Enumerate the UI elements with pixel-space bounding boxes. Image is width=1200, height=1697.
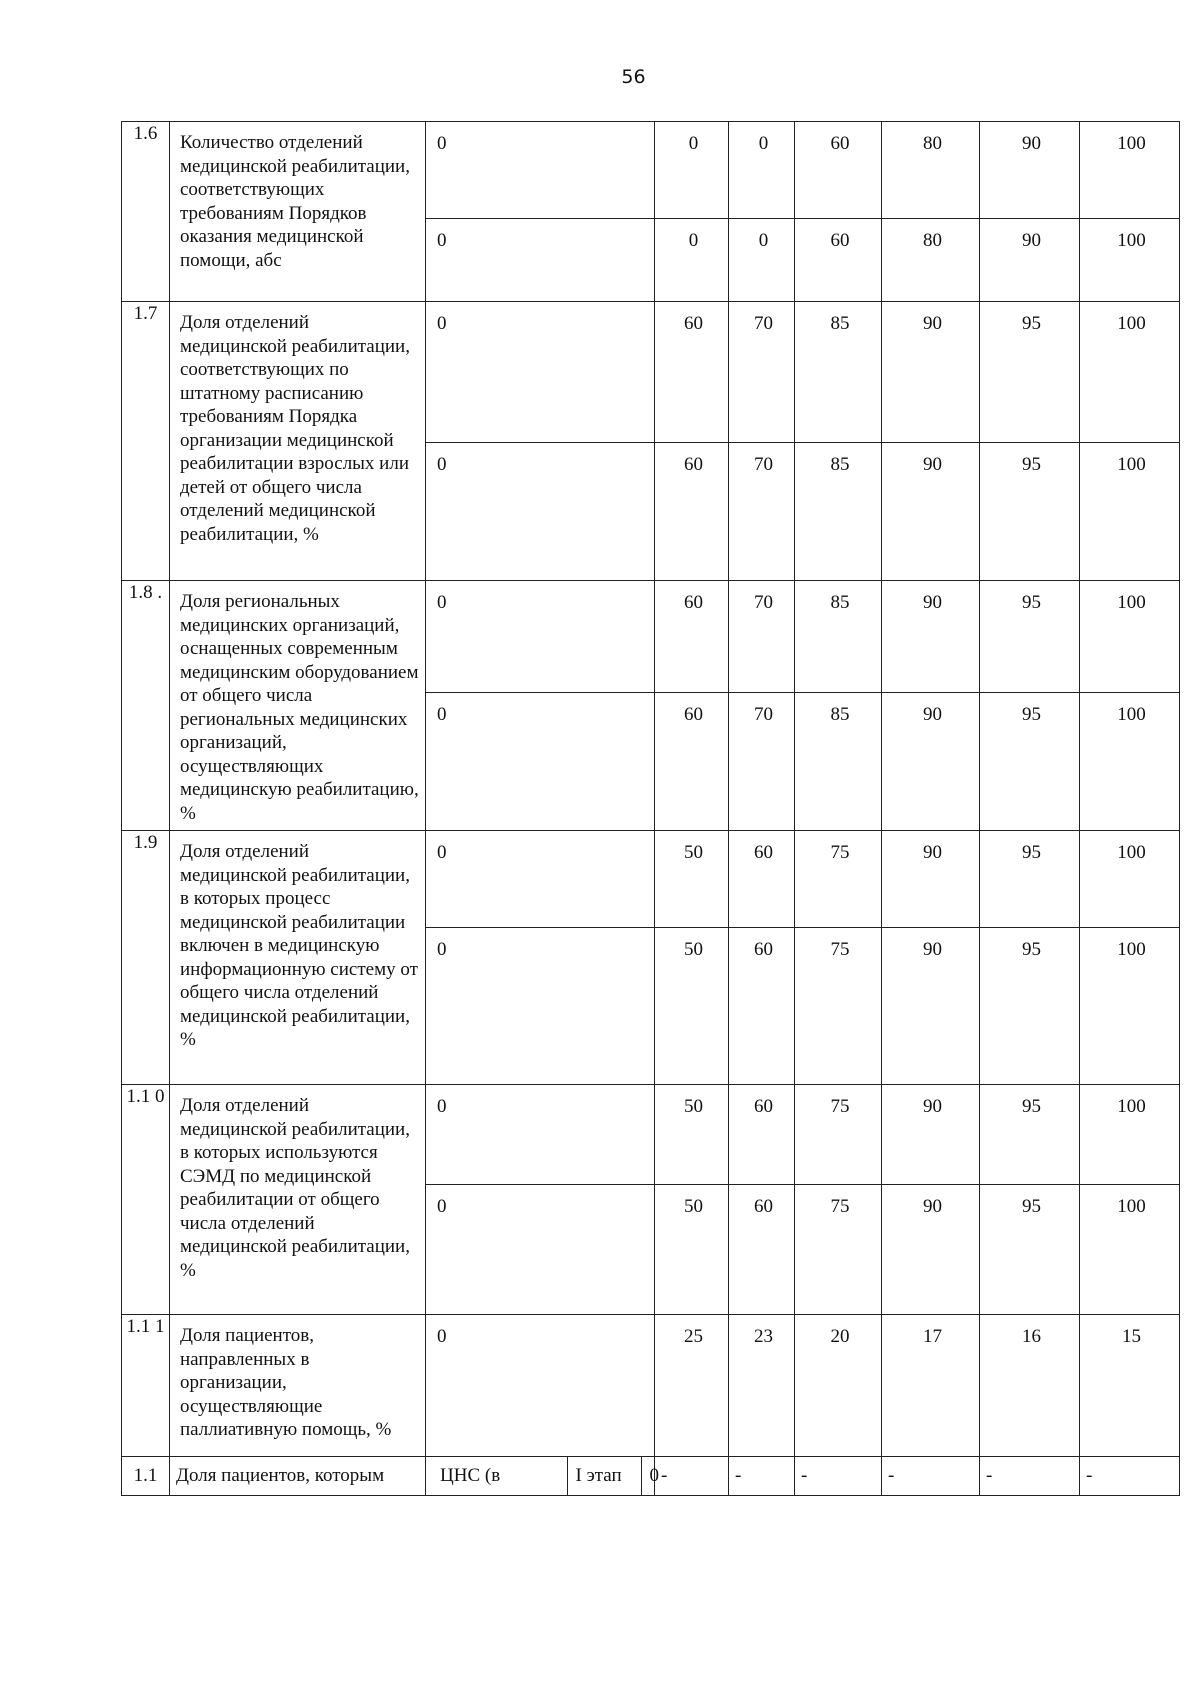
year-value: 100 xyxy=(1080,219,1180,302)
year-value: 100 xyxy=(1080,928,1180,1085)
table-body xyxy=(122,122,1180,1496)
year-value: 85 xyxy=(795,693,882,831)
row-number: 1.9 xyxy=(122,831,170,1085)
baseline-value: 0 xyxy=(641,1457,661,1495)
year-value: - xyxy=(882,1457,980,1496)
table-row xyxy=(122,1315,1180,1457)
year-value: 60 xyxy=(729,928,795,1085)
year-value: 100 xyxy=(1080,1185,1180,1315)
indicator-description: Доля региональных медицинских организаций, оснащенных современным медицинским оборудованием от общего числа региональных медицинских организаций, осуществляющих медицинскую реабилитацию, % xyxy=(170,581,426,831)
year-value: - xyxy=(655,1457,729,1496)
year-value: 50 xyxy=(655,1085,729,1185)
year-value: - xyxy=(729,1457,795,1496)
year-value: 23 xyxy=(729,1315,795,1457)
year-value: - xyxy=(1080,1457,1180,1496)
year-value: 0 xyxy=(655,219,729,302)
year-value: 90 xyxy=(980,122,1080,219)
category-subtable xyxy=(432,1457,661,1495)
year-value: 60 xyxy=(729,1185,795,1315)
year-value: 75 xyxy=(795,1085,882,1185)
year-value: 90 xyxy=(882,302,980,443)
baseline-value: 0 xyxy=(426,122,655,219)
table-row xyxy=(122,581,1180,693)
year-value: 100 xyxy=(1080,831,1180,928)
row-number: 1.1 0 xyxy=(122,1085,170,1315)
year-value: 95 xyxy=(980,302,1080,443)
year-value: 50 xyxy=(655,1185,729,1315)
baseline-value: 0 xyxy=(426,302,655,443)
year-value: 75 xyxy=(795,1185,882,1315)
year-value: 100 xyxy=(1080,581,1180,693)
year-value: 90 xyxy=(882,928,980,1085)
baseline-value: 0 xyxy=(426,1315,655,1457)
table-row xyxy=(122,122,1180,219)
year-value: 95 xyxy=(980,443,1080,581)
year-value: 60 xyxy=(729,831,795,928)
baseline-value: 0 xyxy=(426,1085,655,1185)
year-value: 85 xyxy=(795,581,882,693)
baseline-value: 0 xyxy=(426,581,655,693)
year-value: 0 xyxy=(729,219,795,302)
category-label: ЦНС (в xyxy=(432,1457,567,1495)
year-value: 70 xyxy=(729,581,795,693)
year-value: 100 xyxy=(1080,302,1180,443)
year-value: 25 xyxy=(655,1315,729,1457)
year-value: 60 xyxy=(655,302,729,443)
table-row xyxy=(122,1085,1180,1185)
category-subrow xyxy=(432,1457,661,1495)
year-value: 85 xyxy=(795,302,882,443)
year-value: 95 xyxy=(980,581,1080,693)
year-value: 100 xyxy=(1080,122,1180,219)
year-value: 95 xyxy=(980,1085,1080,1185)
row-number: 1.1 1 xyxy=(122,1315,170,1457)
year-value: 90 xyxy=(882,1085,980,1185)
year-value: 95 xyxy=(980,928,1080,1085)
row-number: 1.8 . xyxy=(122,581,170,831)
year-value: 95 xyxy=(980,1185,1080,1315)
baseline-value: 0 xyxy=(426,219,655,302)
year-value: 50 xyxy=(655,831,729,928)
year-value: 80 xyxy=(882,122,980,219)
table-row xyxy=(122,302,1180,443)
year-value: 60 xyxy=(795,219,882,302)
year-value: 90 xyxy=(882,831,980,928)
year-value: 100 xyxy=(1080,1085,1180,1185)
year-value: 75 xyxy=(795,928,882,1085)
year-value: 15 xyxy=(1080,1315,1180,1457)
indicator-description: Количество отделений медицинской реабилитации, соответствующих требованиям Порядков оказания медицинской помощи, абс xyxy=(170,122,426,302)
year-value: 17 xyxy=(882,1315,980,1457)
baseline-value: 0 xyxy=(426,693,655,831)
year-value: 100 xyxy=(1080,443,1180,581)
baseline-value: 0 xyxy=(426,443,655,581)
year-value: 85 xyxy=(795,443,882,581)
year-value: 90 xyxy=(882,693,980,831)
baseline-value: 0 xyxy=(426,1185,655,1315)
indicator-description: Доля пациентов, направленных в организации, осуществляющие паллиативную помощь, % xyxy=(170,1315,426,1457)
year-value: 70 xyxy=(729,693,795,831)
year-value: 70 xyxy=(729,443,795,581)
year-value: 80 xyxy=(882,219,980,302)
category-stage-cell xyxy=(426,1457,659,1496)
row-number: 1.6 xyxy=(122,122,170,302)
year-value: - xyxy=(795,1457,882,1496)
indicator-description: Доля пациентов, которым xyxy=(170,1457,426,1496)
year-value: 60 xyxy=(655,443,729,581)
year-value: 16 xyxy=(980,1315,1080,1457)
year-value: 0 xyxy=(729,122,795,219)
year-value: 90 xyxy=(882,1185,980,1315)
indicator-description: Доля отделений медицинской реабилитации, в которых процесс медицинской реабилитации включен в медицинскую информационную систему от общего числа отделений медицинской реабилитации, % xyxy=(170,831,426,1085)
year-value: 60 xyxy=(655,693,729,831)
row-number: 1.1 xyxy=(122,1457,170,1496)
year-value: 60 xyxy=(729,1085,795,1185)
year-value: 50 xyxy=(655,928,729,1085)
year-value: 60 xyxy=(795,122,882,219)
year-value: 0 xyxy=(655,122,729,219)
table-row-partial xyxy=(122,1457,1180,1496)
baseline-value: 0 xyxy=(426,928,655,1085)
indicators-table xyxy=(121,121,1180,1496)
year-value: 100 xyxy=(1080,693,1180,831)
year-value: 95 xyxy=(980,831,1080,928)
year-value: 90 xyxy=(882,581,980,693)
table-row xyxy=(122,831,1180,928)
year-value: 75 xyxy=(795,831,882,928)
year-value: 70 xyxy=(729,302,795,443)
indicator-description: Доля отделений медицинской реабилитации, в которых используются СЭМД по медицинской реабилитации от общего числа отделений медицинской реабилитации, % xyxy=(170,1085,426,1315)
year-value: 60 xyxy=(655,581,729,693)
indicator-description: Доля отделений медицинской реабилитации, соответствующих по штатному расписанию требованиям Порядка организации медицинской реабилитации взрослых или детей от общего числа отделений медицинской реабилитации, % xyxy=(170,302,426,581)
year-value: - xyxy=(980,1457,1080,1496)
page-number: 56 xyxy=(621,66,646,88)
year-value: 20 xyxy=(795,1315,882,1457)
stage-label: I этап xyxy=(567,1457,641,1495)
baseline-value: 0 xyxy=(426,831,655,928)
row-number: 1.7 xyxy=(122,302,170,581)
year-value: 95 xyxy=(980,693,1080,831)
year-value: 90 xyxy=(980,219,1080,302)
year-value: 90 xyxy=(882,443,980,581)
